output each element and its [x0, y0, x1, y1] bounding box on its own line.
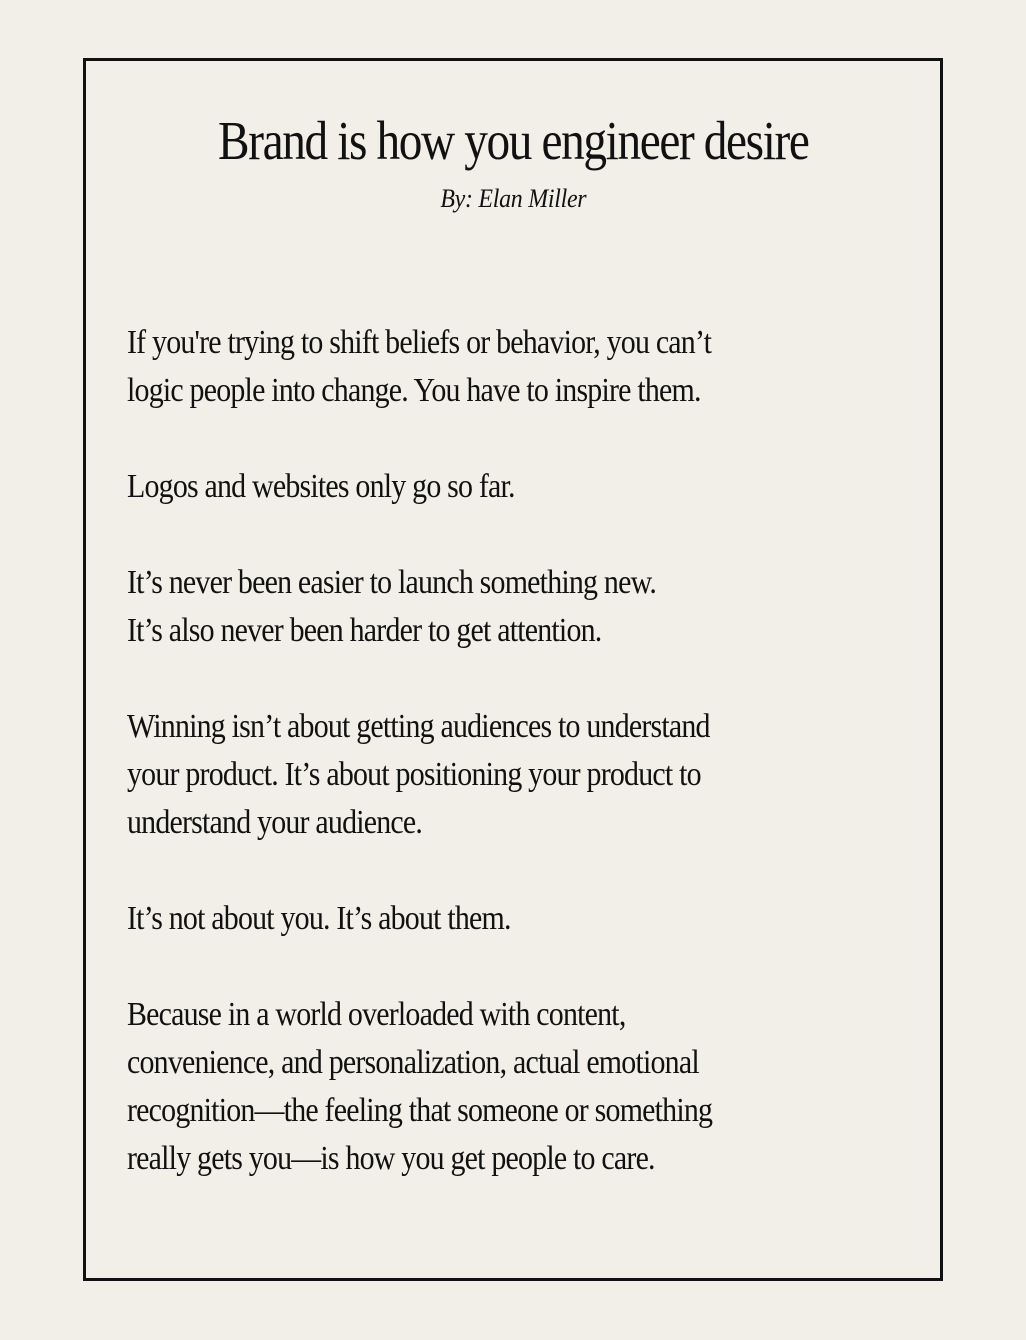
paragraph-3	[127, 559, 927, 655]
article-body	[127, 319, 927, 1231]
paragraph-line: It’s also never been harder to get attention.	[127, 612, 602, 649]
paragraph-4	[127, 703, 927, 847]
article-byline-text: By: Elan Miller	[440, 184, 586, 213]
article-title	[86, 111, 940, 171]
paragraph-line: convenience, and personalization, actual emotional	[127, 1044, 699, 1081]
paragraph-line: Winning isn’t about getting audiences to understand	[127, 708, 710, 745]
paragraph-6	[127, 991, 927, 1183]
paragraph-5	[127, 895, 927, 943]
paragraph-line: If you're trying to shift beliefs or behavior, you can’t	[127, 324, 712, 361]
paragraph-line: It’s not about you. It’s about them.	[127, 900, 511, 937]
paragraph-line: Because in a world overloaded with content,	[127, 996, 626, 1033]
paragraph-line: your product. It’s about positioning your product to	[127, 756, 701, 793]
article-card	[83, 58, 943, 1281]
article-byline	[86, 183, 940, 215]
paragraph-line: Logos and websites only go so far.	[127, 468, 515, 505]
article-title-text: Brand is how you engineer desire	[217, 110, 809, 171]
paragraph-line: recognition—the feeling that someone or something	[127, 1092, 713, 1129]
paragraph-line: logic people into change. You have to inspire them.	[127, 372, 701, 409]
paragraph-line: It’s never been easier to launch something new.	[127, 564, 657, 601]
paragraph-2	[127, 463, 927, 511]
paragraph-line: really gets you—is how you get people to care.	[127, 1140, 655, 1177]
paragraph-1	[127, 319, 927, 415]
paragraph-line: understand your audience.	[127, 804, 423, 841]
